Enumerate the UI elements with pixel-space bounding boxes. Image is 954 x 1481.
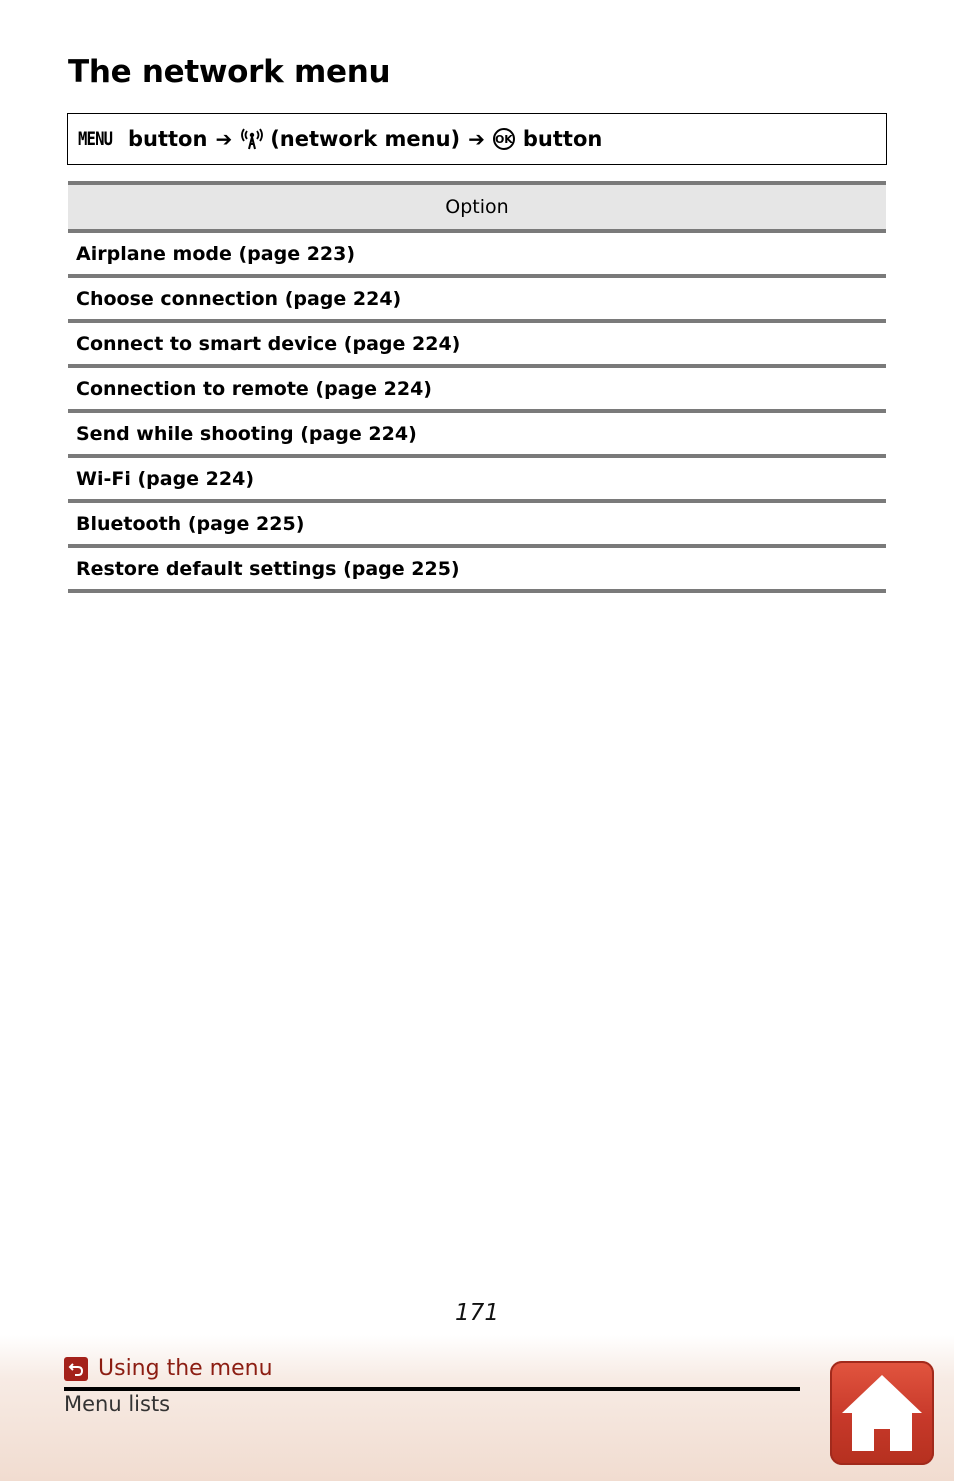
path-segment-2: (network menu): [270, 127, 461, 151]
table-header-option: Option: [68, 183, 886, 231]
breadcrumb-section-link[interactable]: [64, 1356, 273, 1381]
table-row[interactable]: Airplane mode (page 223): [68, 231, 886, 276]
home-button[interactable]: [830, 1361, 934, 1465]
path-segment-1: button: [128, 127, 208, 151]
breadcrumb-section-label: Using the menu: [98, 1356, 273, 1381]
breadcrumb-subsection: Menu lists: [64, 1392, 171, 1416]
page-title: The network menu: [68, 54, 391, 90]
menu-navigation-path: [67, 113, 887, 165]
network-menu-icon: [240, 128, 264, 150]
table-row[interactable]: Bluetooth (page 225): [68, 501, 886, 546]
table-row[interactable]: Wi-Fi (page 224): [68, 456, 886, 501]
arrow-icon: ➔: [468, 127, 485, 151]
path-segment-3: button: [522, 127, 603, 151]
table-row[interactable]: Connection to remote (page 224): [68, 366, 886, 411]
table-row[interactable]: Connect to smart device (page 224): [68, 321, 886, 366]
network-menu-table: [68, 181, 886, 593]
page-number: 171: [455, 1300, 499, 1326]
arrow-icon: ➔: [215, 127, 233, 151]
menu-button-glyph: MENU: [78, 128, 113, 150]
return-icon: [64, 1357, 88, 1381]
breadcrumb-divider: [64, 1387, 800, 1391]
home-icon: [830, 1361, 934, 1465]
table-row[interactable]: Restore default settings (page 225): [68, 546, 886, 591]
table-row[interactable]: Send while shooting (page 224): [68, 411, 886, 456]
ok-button-icon: OK: [493, 128, 515, 150]
table-row[interactable]: Choose connection (page 224): [68, 276, 886, 321]
